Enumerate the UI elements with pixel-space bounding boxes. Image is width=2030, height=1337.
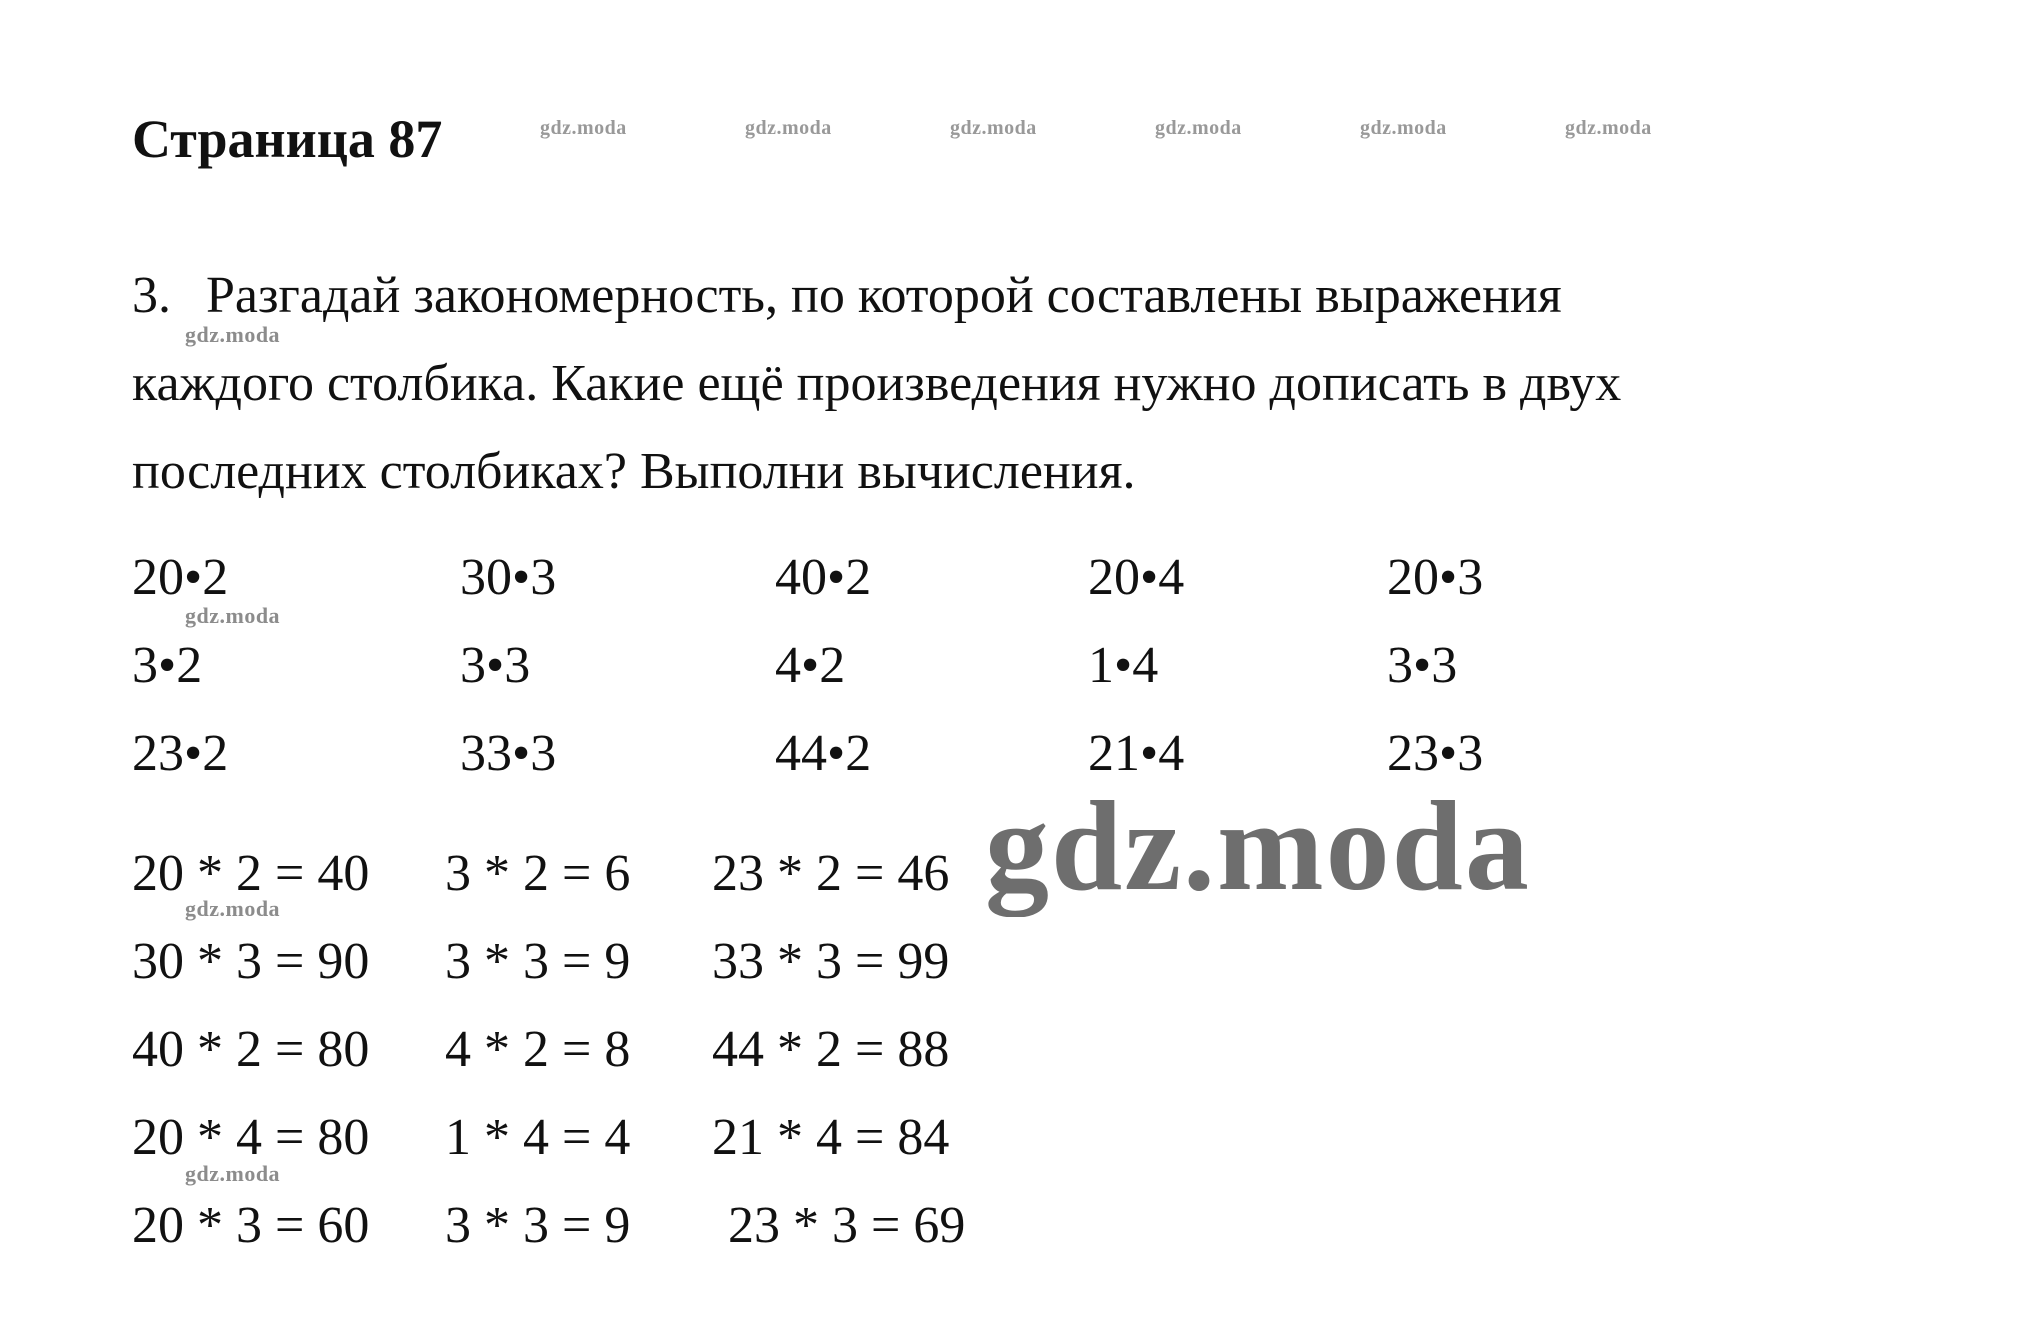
task-line-text: Разгадай закономерность, по которой составлены выражения — [206, 267, 1562, 324]
solution-equation: 3 * 3 = 9 — [445, 933, 631, 990]
expression: 30•3 — [460, 549, 557, 606]
expression: 21•4 — [1088, 725, 1185, 782]
solution-equation: 30 * 3 = 90 — [132, 933, 370, 990]
watermark-text: gdz.moda — [185, 1161, 281, 1186]
watermark-text: gdz.moda — [185, 322, 281, 347]
task-line — [132, 252, 1892, 340]
watermark-text: gdz.moda — [1360, 117, 1447, 139]
task-line: каждого столбика. Какие ещё произведения нужно дописать в двух — [132, 355, 1622, 412]
solution-equation: 3 * 2 = 6 — [445, 845, 631, 902]
watermark-text: gdz.moda — [1565, 117, 1652, 139]
watermark-logo: gdz.moda — [985, 775, 1531, 917]
page-title: Страница 87 — [132, 109, 443, 169]
expression: 20•2 — [132, 549, 229, 606]
solution-equation: 40 * 2 = 80 — [132, 1021, 370, 1078]
solution-equation: 3 * 3 = 9 — [445, 1197, 631, 1254]
expression: 20•3 — [1387, 549, 1484, 606]
solution-equation: 4 * 2 = 8 — [445, 1021, 631, 1078]
watermark-text: gdz.moda — [185, 896, 281, 921]
expression: 3•2 — [132, 637, 203, 694]
expression: 4•2 — [775, 637, 846, 694]
expression: 23•3 — [1387, 725, 1484, 782]
task-statement — [132, 252, 1892, 516]
expression: 33•3 — [460, 725, 557, 782]
watermark-text: gdz.moda — [1155, 117, 1242, 139]
expression: 20•4 — [1088, 549, 1185, 606]
solution-equation: 33 * 3 = 99 — [712, 933, 950, 990]
expression: 40•2 — [775, 549, 872, 606]
solution-equation: 20 * 4 = 80 — [132, 1109, 370, 1166]
solution-equation: 20 * 3 = 60 — [132, 1197, 370, 1254]
expression: 1•4 — [1088, 637, 1159, 694]
expression: 3•3 — [460, 637, 531, 694]
solution-equation: 20 * 2 = 40 — [132, 845, 370, 902]
watermark-text: gdz.moda — [950, 117, 1037, 139]
expression: 44•2 — [775, 725, 872, 782]
solution-equation: 44 * 2 = 88 — [712, 1021, 950, 1078]
task-number: 3. — [132, 267, 171, 324]
task-line: последних столбиках? Выполни вычисления. — [132, 443, 1136, 500]
solution-equation: 23 * 3 = 69 — [728, 1197, 966, 1254]
watermark-text: gdz.moda — [745, 117, 832, 139]
solution-equation: 23 * 2 = 46 — [712, 845, 950, 902]
expression: 3•3 — [1387, 637, 1458, 694]
watermark-text: gdz.moda — [185, 603, 281, 628]
watermark-text: gdz.moda — [540, 117, 627, 139]
solution-equation: 1 * 4 = 4 — [445, 1109, 631, 1166]
solution-equation: 21 * 4 = 84 — [712, 1109, 950, 1166]
expression: 23•2 — [132, 725, 229, 782]
